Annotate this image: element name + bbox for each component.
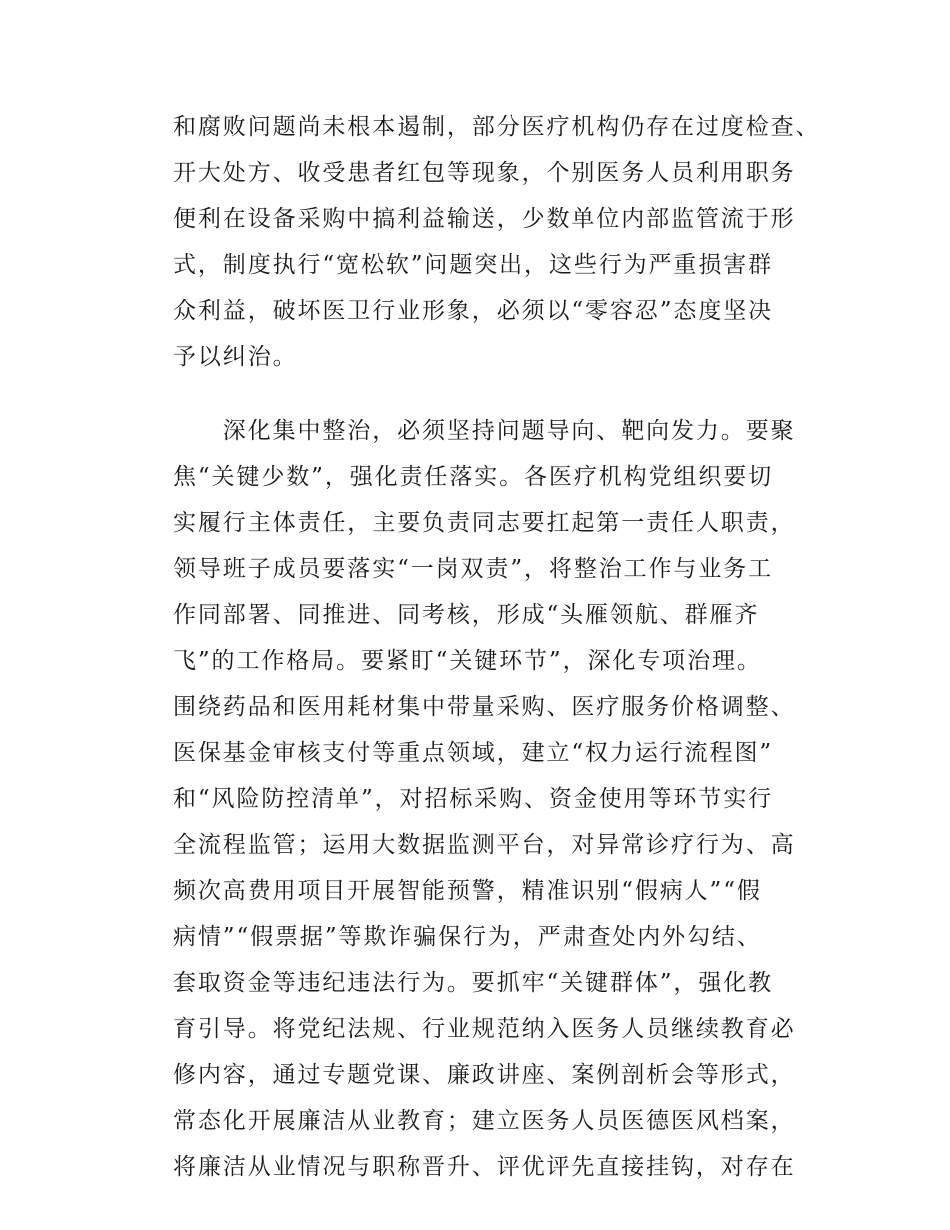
text-line: 育引导。将党纪法规、行业规范纳入医务人员继续教育必 — [173, 1016, 796, 1042]
text-line: 众利益，破坏医卫行业形象，必须以“零容忍”态度坚决 — [173, 298, 774, 324]
text-line: 频次高费用项目开展智能预警，精准识别“假病人”“假 — [173, 878, 762, 904]
text-line: 常态化开展廉洁从业教育；建立医务人员医德医风档案， — [173, 1108, 796, 1134]
document-body — [173, 104, 821, 1190]
text-line: 予以纠治。 — [173, 344, 298, 370]
text-line: 深化集中整治，必须坚持问题导向、靶向发力。要聚 — [173, 418, 796, 444]
text-line: 式，制度执行“宽松软”问题突出，这些行为严重损害群 — [173, 252, 774, 278]
text-line: 便利在设备采购中搞利益输送，少数单位内部监管流于形 — [173, 206, 796, 232]
text-line: 医保基金审核支付等重点领域，建立“权力运行流程图” — [173, 740, 774, 766]
paragraph-gap — [173, 380, 813, 408]
text-line: 病情”“假票据”等欺诈骗保行为，严肃查处内外勾结、 — [173, 924, 762, 950]
paragraph-1 — [173, 104, 821, 380]
text-line: 领导班子成员要落实“一岗双责”，将整治工作与业务工 — [173, 556, 774, 582]
text-line: 焦“关键少数”，强化责任落实。各医疗机构党组织要切 — [173, 464, 774, 490]
text-line: 修内容，通过专题党课、廉政讲座、案例剖析会等形式， — [173, 1062, 796, 1088]
text-line: 围绕药品和医用耗材集中带量采购、医疗服务价格调整、 — [173, 694, 796, 720]
text-line: 和腐败问题尚未根本遏制，部分医疗机构仍存在过度检查、 — [173, 114, 821, 140]
text-line: 套取资金等违纪违法行为。要抓牢“关键群体”，强化教 — [173, 970, 774, 996]
text-line: 开大处方、收受患者红包等现象，个别医务人员利用职务 — [173, 160, 796, 186]
text-line: 将廉洁从业情况与职称晋升、评优评先直接挂钩，对存在 — [173, 1154, 796, 1180]
paragraph-2 — [173, 408, 813, 1190]
text-line: 和“风险防控清单”，对招标采购、资金使用等环节实行 — [173, 786, 774, 812]
text-line: 实履行主体责任，主要负责同志要扛起第一责任人职责， — [173, 510, 796, 536]
text-line: 飞”的工作格局。要紧盯“关键环节”，深化专项治理。 — [173, 648, 762, 674]
text-line: 作同部署、同推进、同考核，形成“头雁领航、群雁齐 — [173, 602, 760, 628]
text-line: 全流程监管；运用大数据监测平台，对异常诊疗行为、高 — [173, 832, 796, 858]
